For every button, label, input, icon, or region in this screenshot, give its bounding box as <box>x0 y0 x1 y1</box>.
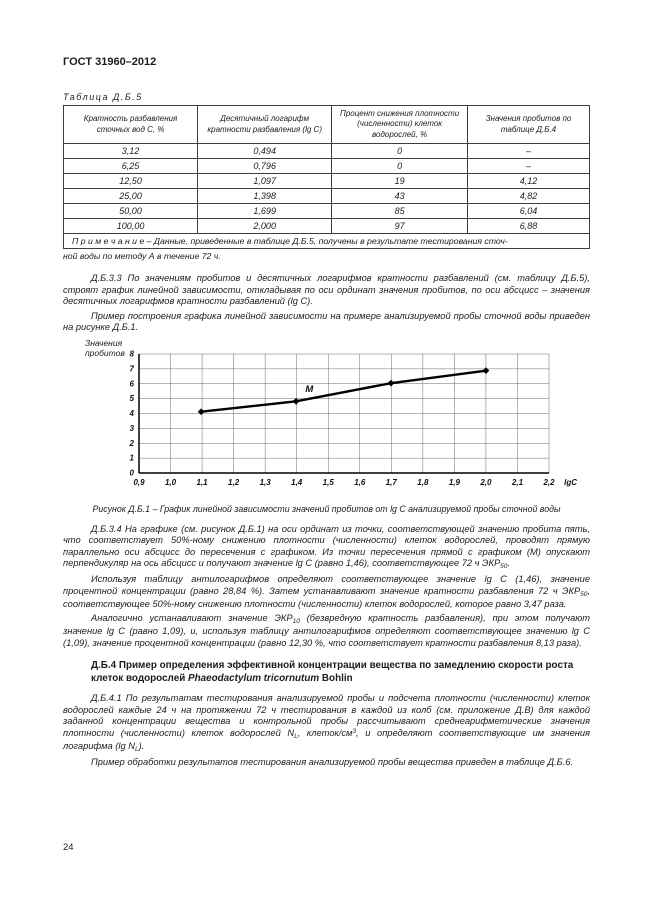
svg-text:2,2: 2,2 <box>543 477 555 487</box>
paragraph-db41 <box>63 693 590 754</box>
column-header-dilution: Кратность разбавления сточных вод С, % <box>64 106 198 144</box>
table-cell: 97 <box>332 219 468 234</box>
table-row <box>64 159 590 174</box>
table-cell: 3,12 <box>64 144 198 159</box>
table-cell: 6,25 <box>64 159 198 174</box>
table-cell: 1,398 <box>198 189 332 204</box>
table-note-row <box>64 234 590 249</box>
svg-text:2,0: 2,0 <box>480 477 492 487</box>
table-cell: 50,00 <box>64 204 198 219</box>
paragraph-db34 <box>63 524 590 572</box>
svg-text:3: 3 <box>129 423 134 433</box>
svg-text:1,8: 1,8 <box>417 477 429 487</box>
table-cell: 0,796 <box>198 159 332 174</box>
text-run: (безвредную кратность разбавления), при этом получают значение lg C (равно 1,09), и, используя таблицу антилогарифмов определяют соответствующее значению lg C (1,09), значение процентной концентрации (равно 12,30 %, что соответствует кратности разбавления 8,13 раза). <box>63 613 590 648</box>
table-row <box>64 174 590 189</box>
table-cell: 1,097 <box>198 174 332 189</box>
text-run: , клеток/см <box>297 727 353 738</box>
subscript: L <box>134 745 139 753</box>
table-cell: 43 <box>332 189 468 204</box>
table-cell: 0,494 <box>198 144 332 159</box>
table-cell: 4,12 <box>467 174 589 189</box>
table-cell: 6,88 <box>467 219 589 234</box>
column-header-log: Десятичный логарифм кратности разбавления (lg C) <box>198 106 332 144</box>
column-header-probit: Значения пробитов по таблице Д.Б.4 <box>467 106 589 144</box>
paragraph-antilog <box>63 574 590 610</box>
svg-text:5: 5 <box>129 393 134 403</box>
table-header <box>64 106 590 144</box>
table-row <box>64 204 590 219</box>
text-run: . <box>507 558 510 569</box>
svg-text:M: M <box>305 383 314 395</box>
svg-text:lgC: lgC <box>564 477 577 487</box>
svg-text:7: 7 <box>129 364 134 374</box>
table-cell: 1,699 <box>198 204 332 219</box>
table-cell: 6,04 <box>467 204 589 219</box>
text-run: , соответствующее 50%-ному снижению плотности (численности) клеток водорослей, которое равно 3,47 раза. <box>63 585 590 609</box>
table-db5 <box>63 105 590 249</box>
svg-text:1: 1 <box>129 453 134 463</box>
table-cell: – <box>467 159 589 174</box>
paragraph-db6: Пример обработки результатов тестирования анализируемой пробы вещества приведен в таблице Д.Б.6. <box>91 756 574 767</box>
subscript: 10 <box>292 618 300 626</box>
svg-text:1,6: 1,6 <box>354 477 366 487</box>
table-cell: 0 <box>332 159 468 174</box>
text-run: Аналогично устанавливают значение ЭКР <box>91 613 293 624</box>
svg-text:1,1: 1,1 <box>196 477 208 487</box>
document-code: ГОСТ 31960–2012 <box>63 56 157 68</box>
table-note-body <box>64 234 590 249</box>
svg-text:1,2: 1,2 <box>228 477 240 487</box>
table-row <box>64 189 590 204</box>
svg-text:4: 4 <box>129 408 134 418</box>
svg-text:6: 6 <box>129 379 134 388</box>
table-cell: 25,00 <box>64 189 198 204</box>
text-run: Д.Б.4 Пример определения эффективной концентрации вещества по замедлению скорости роста клеток водорослей <box>91 659 574 685</box>
svg-text:2,1: 2,1 <box>511 477 524 487</box>
heading-db4 <box>63 659 590 687</box>
y-axis-label-line2: пробитов <box>85 347 125 358</box>
paragraph-db33: Д.Б.3.3 По значениям пробитов и десятичных логарифмов кратности разбавлений (см. таблицу Д.Б.5), строят график линейной зависимости, откладывая по оси ординат значения пробитов, по оси абсцисс – значения десятичных логарифмов кратности разбавлений (lg C). <box>63 273 590 307</box>
svg-text:1,3: 1,3 <box>259 477 271 487</box>
svg-text:2: 2 <box>129 438 134 448</box>
subscript: 50 <box>580 590 588 598</box>
svg-text:1,4: 1,4 <box>291 477 303 487</box>
species-name: Phaeodactylum tricornutum <box>188 673 320 685</box>
svg-text:1,7: 1,7 <box>385 477 397 487</box>
column-header-percent: Процент снижения плотности (численности) клеток водорослей, % <box>332 106 468 144</box>
text-run: ). <box>138 740 145 751</box>
table-cell: 19 <box>332 174 468 189</box>
page-number: 24 <box>63 842 74 853</box>
table-caption: Таблица Д.Б.5 <box>63 92 143 102</box>
table-cell: 100,00 <box>64 219 198 234</box>
y-axis-label-line1: Значения <box>85 337 123 348</box>
page-content <box>63 56 590 771</box>
table-row <box>64 144 590 159</box>
figure-caption: Рисунок Д.Б.1 – График линейной зависимости значений пробитов от lg C анализируемой пробы сточной воды <box>92 503 561 514</box>
table-cell: 4,82 <box>467 189 589 204</box>
superscript: 3 <box>352 727 357 735</box>
svg-text:0: 0 <box>129 468 134 478</box>
figure-db1 <box>63 337 590 498</box>
table-note: П р и м е ч а н и е – Данные, приведенные в таблице Д.Б.5, получены в результате тестирования сточ- <box>64 234 590 249</box>
table-cell: 0 <box>332 144 468 159</box>
text-run: Используя таблицу антилогарифмов определяют соответствующее значение lg C (1,46), значение процентной концентрации (равно 28,84 %). Затем устанавливают значение кратности разбавления 72 ч ЭКР <box>63 574 590 596</box>
subscript: L <box>294 732 298 740</box>
svg-text:1,9: 1,9 <box>448 477 460 487</box>
paragraph-example-build: Пример построения графика линейной зависимости на примере анализируемой пробы сточной воды приведен на рисунке Д.Б.1. <box>63 310 590 333</box>
text-run: Д.Б.3.4 На графике (см. рисунок Д.Б.1) на оси ординат из точки, соответствующей значению пробита пять, что соответствует 50%-ному снижению плотности (численности) клеток водорослей, проводят прямую параллельно оси абсцисс до пересечения с графиком. Из точки пересечения прямой с графиком (М) опускают перпендикуляр на ось абсцисс и получают значение lg C (равно 1,46), соответствующее 72 ч ЭКР <box>63 523 590 569</box>
table-cell: 2,000 <box>198 219 332 234</box>
paragraph-ekr10 <box>63 613 590 649</box>
table-cell: – <box>467 144 589 159</box>
svg-text:1,5: 1,5 <box>322 477 334 487</box>
line-chart <box>121 344 579 490</box>
table-row <box>64 219 590 234</box>
text-run: , и определяют соответствующие им значения логарифма (lg N <box>63 727 590 751</box>
table-body <box>64 144 590 234</box>
y-axis-label <box>85 339 125 359</box>
svg-text:0,9: 0,9 <box>133 477 145 487</box>
subscript: 50 <box>500 563 508 571</box>
svg-text:8: 8 <box>129 349 134 359</box>
table-cell: 12,50 <box>64 174 198 189</box>
text-run: Д.Б.4.1 По результатам тестирования анализируемой пробы и подсчета плотности (численности) клеток водорослей каждые 24 ч на протяжении 72 ч тестирования в каждой из колб (см. приложение Д.В) для каждой заданной концентрации вещества и контрольной пробы рассчитывают среднеарифметические значения плотности (численности) клеток водорослей N <box>63 693 590 738</box>
table-cell: 85 <box>332 204 468 219</box>
table-note-continuation: ной воды по методу А в течение 72 ч. <box>63 251 221 262</box>
text-run: Bohlin <box>319 673 353 685</box>
svg-text:1,0: 1,0 <box>164 477 177 487</box>
